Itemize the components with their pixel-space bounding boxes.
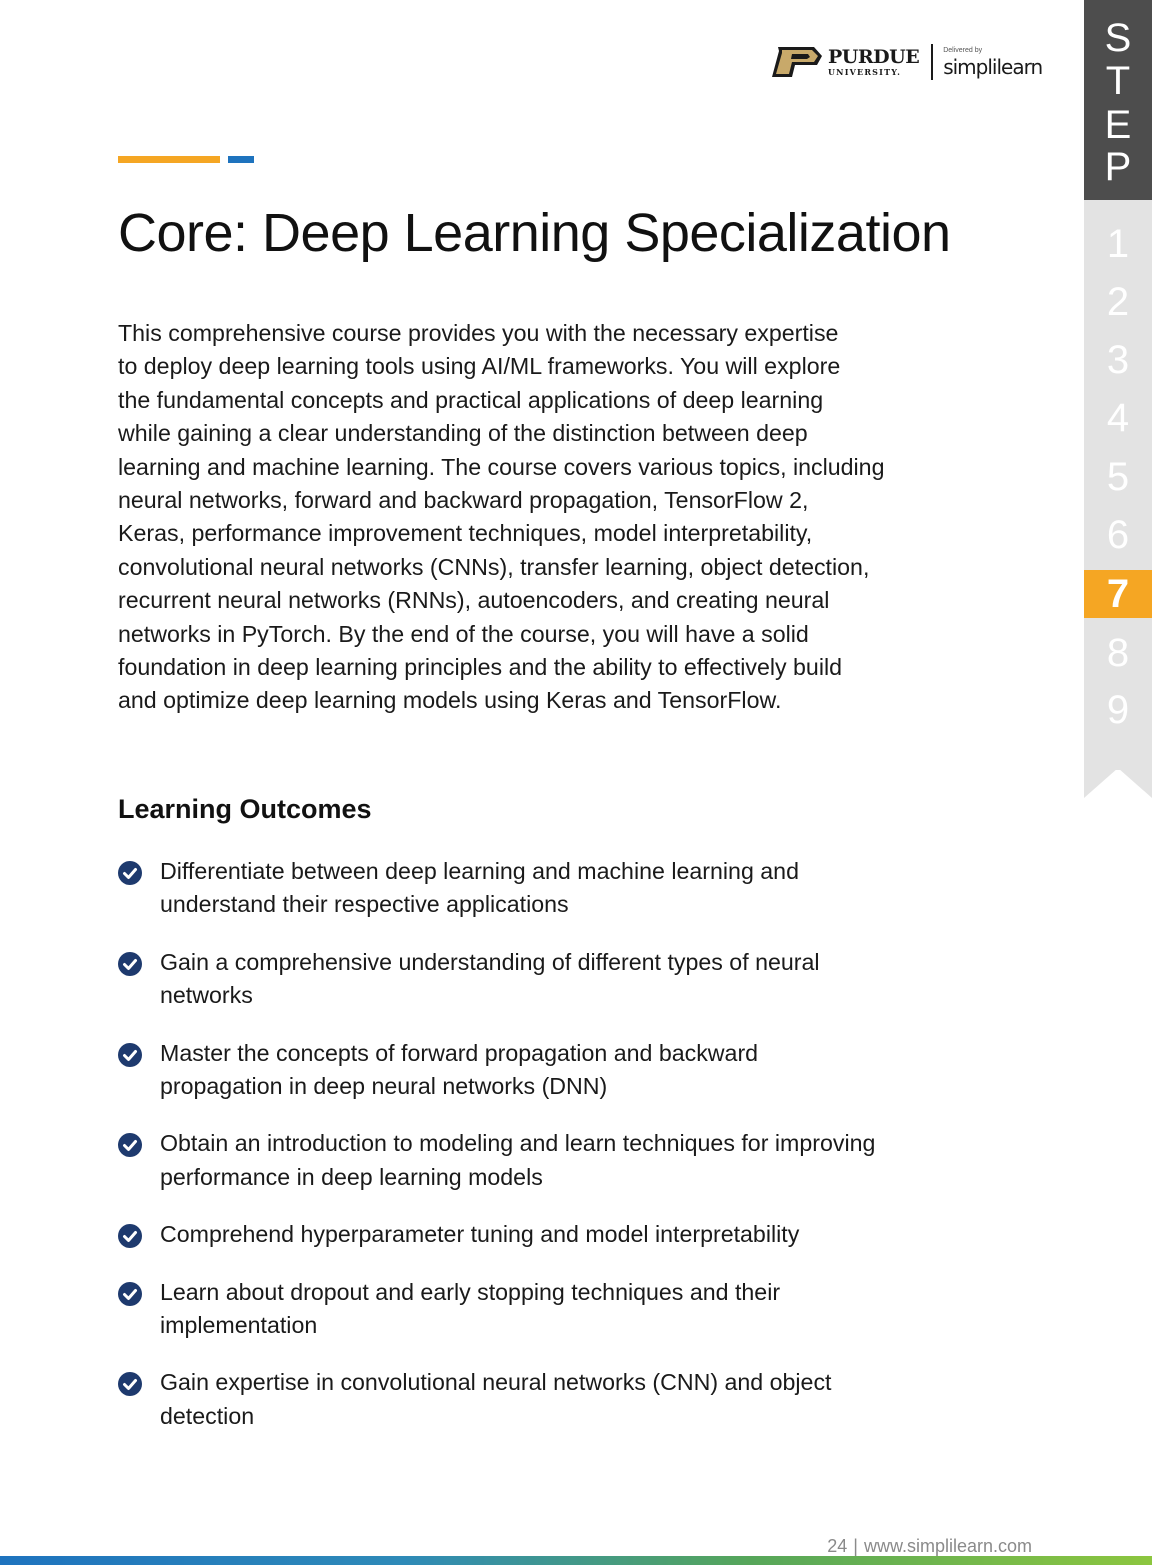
header-logos: [770, 42, 1042, 82]
step-number-9[interactable]: 9: [1106, 688, 1130, 732]
purdue-wordmark: [828, 48, 919, 76]
step-number-1[interactable]: 1: [1106, 222, 1130, 266]
intro-line: neural networks, forward and backward propagation, TensorFlow 2,: [118, 487, 809, 514]
intro-line: recurrent neural networks (RNNs), autoencoders, and creating neural: [118, 587, 830, 614]
outcome-text: implementation: [160, 1312, 318, 1339]
accent-line-blue: [228, 156, 254, 163]
footer-separator: |: [853, 1536, 858, 1556]
check-circle-icon: [118, 952, 142, 976]
learning-outcomes-heading: Learning Outcomes: [118, 794, 372, 824]
simplilearn-wordmark: simplilearn: [943, 55, 1043, 79]
logo-divider: [931, 44, 933, 80]
list-item: [118, 1218, 1048, 1251]
step-number-5[interactable]: 5: [1106, 455, 1130, 499]
simplilearn-logo: [943, 47, 1042, 77]
intro-line: networks in PyTorch. By the end of the course, you will have a solid: [118, 620, 809, 647]
check-circle-icon: [118, 1282, 142, 1306]
step-number-2[interactable]: 2: [1106, 280, 1130, 324]
intro-line: while gaining a clear understanding of the distinction between deep: [118, 420, 808, 447]
step-letter: S: [1104, 16, 1132, 60]
outcome-text: detection: [160, 1402, 255, 1429]
outcome-text: Comprehend hyperparameter tuning and model interpretability: [160, 1221, 800, 1248]
intro-line: learning and machine learning. The course covers various topics, including: [118, 453, 885, 480]
list-item: [118, 1366, 1048, 1433]
page-number: 24: [827, 1536, 848, 1556]
delivered-by: Delivered by: [943, 47, 983, 54]
intro-line: the fundamental concepts and practical applications of deep learning: [118, 386, 824, 413]
list-item: [118, 1127, 1048, 1194]
purdue-university: UNIVERSITY.: [828, 67, 902, 77]
check-circle-icon: [118, 1133, 142, 1157]
website-link[interactable]: www.simplilearn.com: [863, 1536, 1032, 1556]
check-circle-icon: [118, 861, 142, 885]
list-item: [118, 1037, 1048, 1104]
intro-line: to deploy deep learning tools using AI/ML frameworks. You will explore: [118, 353, 841, 380]
outcome-text: propagation in deep neural networks (DNN): [160, 1073, 608, 1100]
intro-line: foundation in deep learning principles and the ability to effectively build: [118, 654, 843, 681]
step-number-4[interactable]: 4: [1106, 396, 1130, 440]
step-letter: E: [1104, 103, 1132, 147]
list-item: [118, 946, 1048, 1013]
purdue-logo-icon: [770, 47, 822, 77]
check-circle-icon: [118, 1043, 142, 1067]
learning-outcomes-list: [118, 855, 1048, 1457]
list-item: [118, 855, 1048, 922]
step-letter: T: [1105, 59, 1131, 103]
outcome-text: Learn about dropout and early stopping techniques and their: [160, 1278, 781, 1305]
outcome-text: Obtain an introduction to modeling and learn techniques for improving: [160, 1130, 876, 1157]
check-circle-icon: [118, 1224, 142, 1248]
step-letter: P: [1104, 145, 1132, 189]
step-number-6[interactable]: 6: [1106, 513, 1130, 557]
accent-line-orange: [118, 156, 220, 163]
intro-line: convolutional neural networks (CNNs), transfer learning, object detection,: [118, 553, 870, 580]
outcome-text: Differentiate between deep learning and machine learning and: [160, 858, 799, 884]
bottom-gradient-bar: [0, 1556, 1152, 1565]
outcome-text: Gain a comprehensive understanding of different types of neural: [160, 948, 820, 975]
outcome-text: Master the concepts of forward propagation and backward: [160, 1039, 759, 1066]
list-item: [118, 1276, 1048, 1343]
step-navigation: [1084, 200, 1152, 770]
intro-line: This comprehensive course provides you with the necessary expertise: [118, 320, 839, 346]
check-circle-icon: [118, 1372, 142, 1396]
outcome-text: networks: [160, 982, 253, 1009]
page-title: Core: Deep Learning Specialization: [118, 203, 951, 263]
step-tail-notch: [1084, 768, 1152, 800]
step-number-3[interactable]: 3: [1106, 338, 1130, 382]
step-label-box: [1084, 0, 1152, 200]
outcome-text: understand their respective applications: [160, 891, 569, 918]
outcome-text: Gain expertise in convolutional neural networks (CNN) and object: [160, 1369, 832, 1396]
intro-line: and optimize deep learning models using Keras and TensorFlow.: [118, 687, 782, 714]
outcome-text: performance in deep learning models: [160, 1163, 543, 1190]
page-footer: [827, 1536, 1032, 1557]
purdue-name: PURDUE: [828, 46, 920, 68]
step-number-8[interactable]: 8: [1106, 631, 1130, 675]
intro-line: Keras, performance improvement techniques, model interpretability,: [118, 520, 813, 547]
step-number-7-active[interactable]: 7: [1084, 570, 1152, 618]
intro-paragraph: [118, 317, 1048, 718]
